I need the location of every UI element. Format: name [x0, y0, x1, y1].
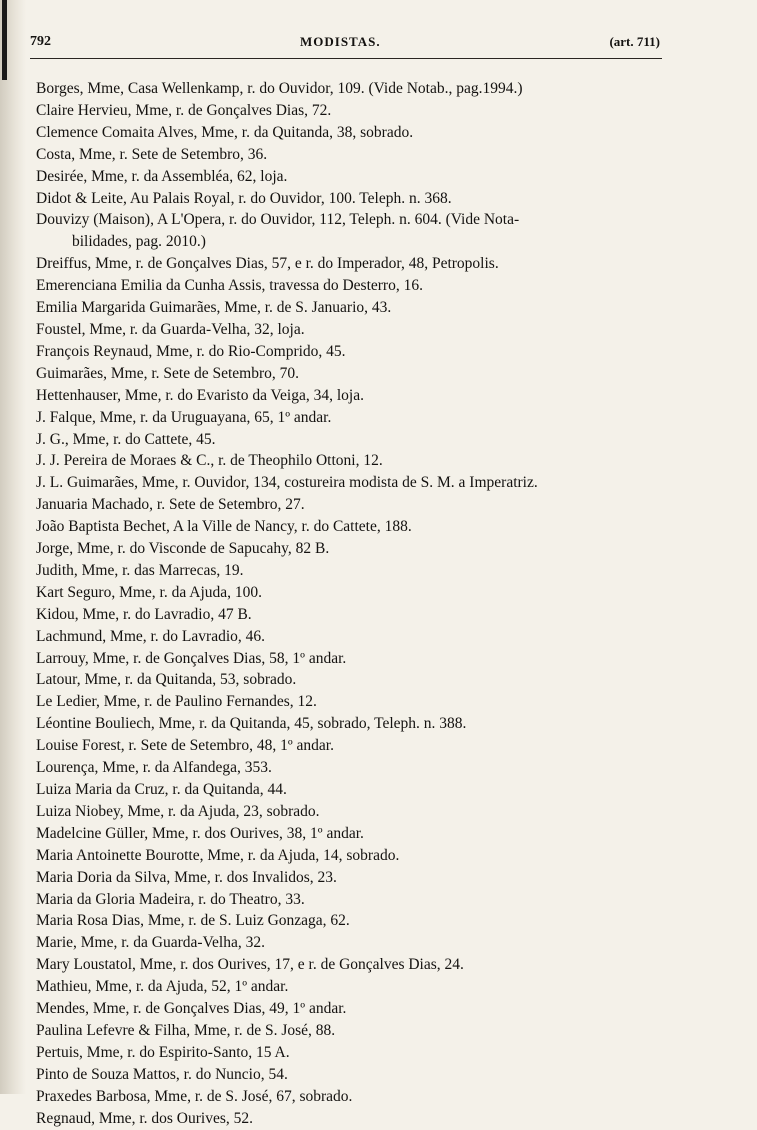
list-item: Mendes, Mme, r. de Gonçalves Dias, 49, 1º andar. [36, 1000, 347, 1018]
list-item: Kart Seguro, Mme, r. da Ajuda, 100. [36, 583, 263, 601]
list-item: Didot & Leite, Au Palais Royal, r. do Ouvidor, 100. Teleph. n. 368. [36, 189, 452, 207]
list-item: Lourença, Mme, r. da Alfandega, 353. [36, 759, 272, 777]
list-item: Jorge, Mme, r. do Visconde de Sapucahy, 82 B. [36, 540, 330, 558]
list-item: Douvizy (Maison), A L'Opera, r. do Ouvidor, 112, Teleph. n. 604. (Vide Nota- [36, 211, 520, 229]
list-item: Marie, Mme, r. da Guarda-Velha, 32. [36, 934, 265, 952]
entry-list [36, 78, 676, 1130]
list-item: Pertuis, Mme, r. do Espirito-Santo, 15 A. [36, 1043, 290, 1061]
list-item: Foustel, Mme, r. da Guarda-Velha, 32, loja. [36, 320, 305, 338]
list-item: Praxedes Barbosa, Mme, r. de S. José, 67, sobrado. [36, 1087, 353, 1105]
list-item: Maria Rosa Dias, Mme, r. de S. Luiz Gonzaga, 62. [36, 912, 350, 930]
list-item: Kidou, Mme, r. do Lavradio, 47 B. [36, 605, 252, 623]
list-item: Clemence Comaita Alves, Mme, r. da Quitanda, 38, sobrado. [36, 123, 414, 141]
list-item: Mathieu, Mme, r. da Ajuda, 52, 1º andar. [36, 978, 289, 996]
list-item: Dreiffus, Mme, r. de Gonçalves Dias, 57, e r. do Imperador, 48, Petropolis. [36, 255, 499, 273]
list-item: Mary Loustatol, Mme, r. dos Ourives, 17, e r. de Gonçalves Dias, 24. [36, 956, 464, 974]
list-item: J. J. Pereira de Moraes & C., r. de Theophilo Ottoni, 12. [36, 452, 383, 470]
list-item: Léontine Bouliech, Mme, r. da Quitanda, 45, sobrado, Teleph. n. 388. [36, 715, 467, 733]
list-item: Emilia Margarida Guimarães, Mme, r. de S. Januario, 43. [36, 299, 392, 317]
list-item: Costa, Mme, r. Sete de Setembro, 36. [36, 145, 268, 163]
page-title: MODISTAS. [300, 34, 381, 49]
page-number: 792 [30, 34, 51, 49]
scanned-margin [0, 0, 26, 1094]
page-header [30, 34, 660, 58]
list-item: João Baptista Bechet, A la Ville de Nancy, r. do Cattete, 188. [36, 518, 412, 536]
list-item: Pinto de Souza Mattos, r. do Nuncio, 54. [36, 1065, 288, 1083]
list-item-continuation: bilidades, pag. 2010.) [72, 233, 206, 251]
list-item: Luiza Niobey, Mme, r. da Ajuda, 23, sobrado. [36, 802, 320, 820]
list-item: Le Ledier, Mme, r. de Paulino Fernandes, 12. [36, 693, 317, 711]
list-item: Borges, Mme, Casa Wellenkamp, r. do Ouvidor, 109. (Vide Notab., pag.1994.) [36, 80, 523, 97]
list-item: Desirée, Mme, r. da Assembléa, 62, loja. [36, 167, 288, 185]
article-reference: (art. 711) [609, 34, 660, 49]
list-item: Larrouy, Mme, r. de Gonçalves Dias, 58, 1º andar. [36, 649, 347, 667]
list-item: Januaria Machado, r. Sete de Setembro, 27. [36, 496, 305, 514]
list-item: Paulina Lefevre & Filha, Mme, r. de S. José, 88. [36, 1021, 336, 1039]
list-item: Judith, Mme, r. das Marrecas, 19. [36, 561, 244, 579]
list-item: Emerenciana Emilia da Cunha Assis, travessa do Desterro, 16. [36, 277, 423, 295]
list-item: Lachmund, Mme, r. do Lavradio, 46. [36, 627, 266, 645]
list-item: Maria da Gloria Madeira, r. do Theatro, 33. [36, 890, 305, 908]
list-item: Hettenhauser, Mme, r. do Evaristo da Veiga, 34, loja. [36, 386, 364, 404]
list-item: Regnaud, Mme, r. dos Ourives, 52. [36, 1109, 253, 1127]
list-item: Maria Antoinette Bourotte, Mme, r. da Ajuda, 14, sobrado. [36, 846, 400, 864]
header-rule [30, 58, 662, 59]
list-item: J. G., Mme, r. do Cattete, 45. [36, 430, 216, 448]
binding-shadow [2, 0, 7, 80]
list-item: J. Falque, Mme, r. da Uruguayana, 65, 1º andar. [36, 408, 332, 426]
list-item: Madelcine Güller, Mme, r. dos Ourives, 38, 1º andar. [36, 824, 364, 842]
list-item: Luiza Maria da Cruz, r. da Quitanda, 44. [36, 781, 287, 798]
list-item: Guimarães, Mme, r. Sete de Setembro, 70. [36, 364, 300, 382]
list-item: Louise Forest, r. Sete de Setembro, 48, 1º andar. [36, 737, 334, 755]
list-item: Maria Doria da Silva, Mme, r. dos Invalidos, 23. [36, 868, 337, 886]
list-item: J. L. Guimarães, Mme, r. Ouvidor, 134, costureira modista de S. M. a Imperatriz. [36, 474, 538, 492]
list-item: Latour, Mme, r. da Quitanda, 53, sobrado. [36, 671, 297, 689]
list-item: François Reynaud, Mme, r. do Rio-Comprido, 45. [36, 342, 346, 360]
list-item: Claire Hervieu, Mme, r. de Gonçalves Dias, 72. [36, 101, 332, 119]
